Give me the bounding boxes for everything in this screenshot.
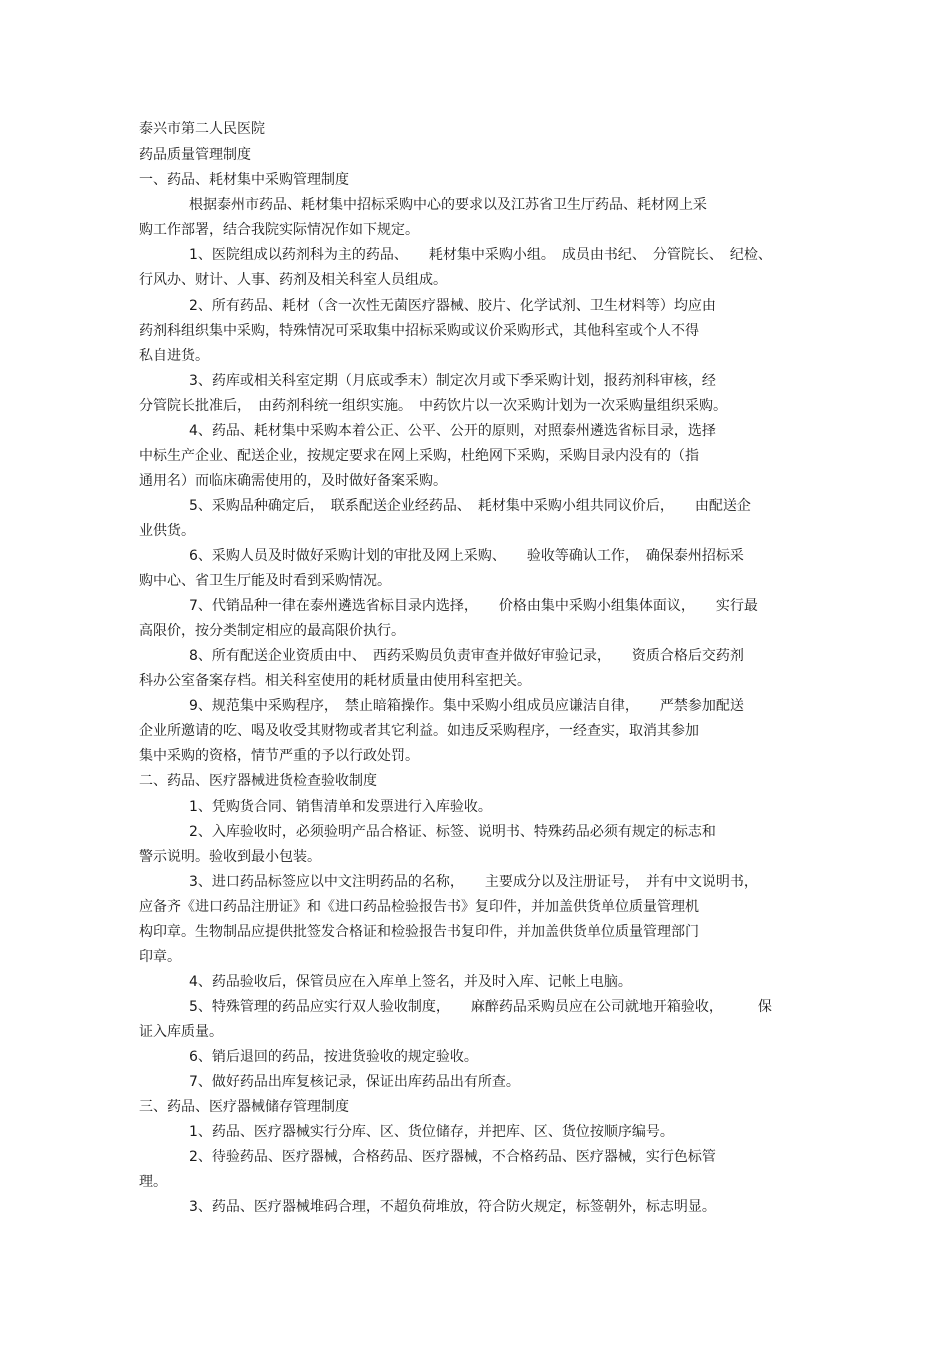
paragraph-line: 科办公室备案存档。相关科室使用的耗材质量由使用科室把关。 [139, 673, 531, 689]
paragraph-line: 3、进口药品标签应以中文注明药品的名称， 主要成分以及注册证号， 并有中文说明书， [189, 874, 758, 890]
section-heading-1: 一、药品、耗材集中采购管理制度 [139, 172, 349, 188]
paragraph-line: 2、入库验收时，必须验明产品合格证、标签、说明书、特殊药品必须有规定的标志和 [189, 824, 716, 840]
paragraph-line: 通用名）而临床确需使用的，及时做好备案采购。 [139, 473, 447, 489]
paragraph-line: 1、药品、医疗器械实行分库、区、货位储存，并把库、区、货位按顺序编号。 [189, 1124, 674, 1140]
paragraph-line: 4、药品验收后，保管员应在入库单上签名，并及时入库、记帐上电脑。 [189, 974, 632, 990]
paragraph-line: 构印章。生物制品应提供批签发合格证和检验报告书复印件，并加盖供货单位质量管理部门 [139, 924, 699, 940]
paragraph-line: 5、特殊管理的药品应实行双人验收制度， 麻醉药品采购员应在公司就地开箱验收， 保 [189, 999, 772, 1015]
paragraph-line: 3、药品、医疗器械堆码合理，不超负荷堆放，符合防火规定，标签朝外，标志明显。 [189, 1199, 716, 1215]
paragraph-line: 1、医院组成以药剂科为主的药品、 耗材集中采购小组。 成员由书纪、 分管院长、 纪检、 [189, 247, 772, 263]
paragraph-line: 2、所有药品、耗材（含一次性无菌医疗器械、胶片、化学试剂、卫生材料等）均应由 [189, 298, 716, 314]
section-heading-2: 二、药品、医疗器械进货检查验收制度 [139, 773, 377, 789]
paragraph-line: 2、待验药品、医疗器械，合格药品、医疗器械，不合格药品、医疗器械，实行色标管 [189, 1149, 716, 1165]
paragraph-line: 理。 [139, 1174, 167, 1190]
paragraph-line: 1、凭购货合同、销售清单和发票进行入库验收。 [189, 799, 492, 815]
paragraph-line: 高限价，按分类制定相应的最高限价执行。 [139, 623, 405, 639]
paragraph-line: 7、做好药品出库复核记录，保证出库药品出有所查。 [189, 1074, 520, 1090]
section-heading-3: 三、药品、医疗器械储存管理制度 [139, 1099, 349, 1115]
paragraph-line: 中标生产企业、配送企业，按规定要求在网上采购，杜绝网下采购，采购目录内没有的（指 [139, 448, 699, 464]
paragraph-line: 业供货。 [139, 523, 195, 539]
paragraph-line: 购中心、省卫生厅能及时看到采购情况。 [139, 573, 391, 589]
paragraph-line: 4、药品、耗材集中采购本着公正、公平、公开的原则，对照泰州遴选省标目录，选择 [189, 423, 716, 439]
document-title: 药品质量管理制度 [139, 147, 251, 163]
paragraph-line: 企业所邀请的吃、喝及收受其财物或者其它利益。如违反采购程序，一经查实，取消其参加 [139, 723, 699, 739]
paragraph-line: 私自进货。 [139, 348, 209, 364]
paragraph-line: 印章。 [139, 949, 181, 965]
paragraph-line: 购工作部署，结合我院实际情况作如下规定。 [139, 222, 419, 238]
paragraph-line: 应备齐《进口药品注册证》和《进口药品检验报告书》复印件，并加盖供货单位质量管理机 [139, 899, 699, 915]
paragraph-line: 5、采购品种确定后， 联系配送企业经药品、 耗材集中采购小组共同议价后， 由配送企 [189, 498, 751, 514]
paragraph-line: 警示说明。验收到最小包装。 [139, 849, 321, 865]
paragraph-line: 根据泰州市药品、耗材集中招标采购中心的要求以及江苏省卫生厅药品、耗材网上采 [189, 197, 707, 213]
paragraph-line: 6、销后退回的药品，按进货验收的规定验收。 [189, 1049, 478, 1065]
paragraph-line: 9、规范集中采购程序， 禁止暗箱操作。集中采购小组成员应谦洁自律， 严禁参加配送 [189, 698, 744, 714]
paragraph-line: 集中采购的资格，情节严重的予以行政处罚。 [139, 748, 419, 764]
paragraph-line: 药剂科组织集中采购，特殊情况可采取集中招标采购或议价采购形式，其他科室或个人不得 [139, 323, 699, 339]
paragraph-line: 7、代销品种一律在泰州遴选省标目录内选择， 价格由集中采购小组集体面议， 实行最 [189, 598, 758, 614]
paragraph-line: 6、采购人员及时做好采购计划的审批及网上采购、 验收等确认工作， 确保泰州招标采 [189, 548, 744, 564]
paragraph-line: 行风办、财计、人事、药剂及相关科室人员组成。 [139, 272, 447, 288]
paragraph-line: 3、药库或相关科室定期（月底或季末）制定次月或下季采购计划，报药剂科审核，经 [189, 373, 716, 389]
paragraph-line: 证入库质量。 [139, 1024, 223, 1040]
paragraph-line: 8、所有配送企业资质由中、 西药采购员负责审查并做好审验记录， 资质合格后交药剂 [189, 648, 744, 664]
hospital-name: 泰兴市第二人民医院 [139, 121, 265, 137]
paragraph-line: 分管院长批准后， 由药剂科统一组织实施。 中药饮片以一次采购计划为一次采购量组织采购。 [139, 398, 727, 414]
